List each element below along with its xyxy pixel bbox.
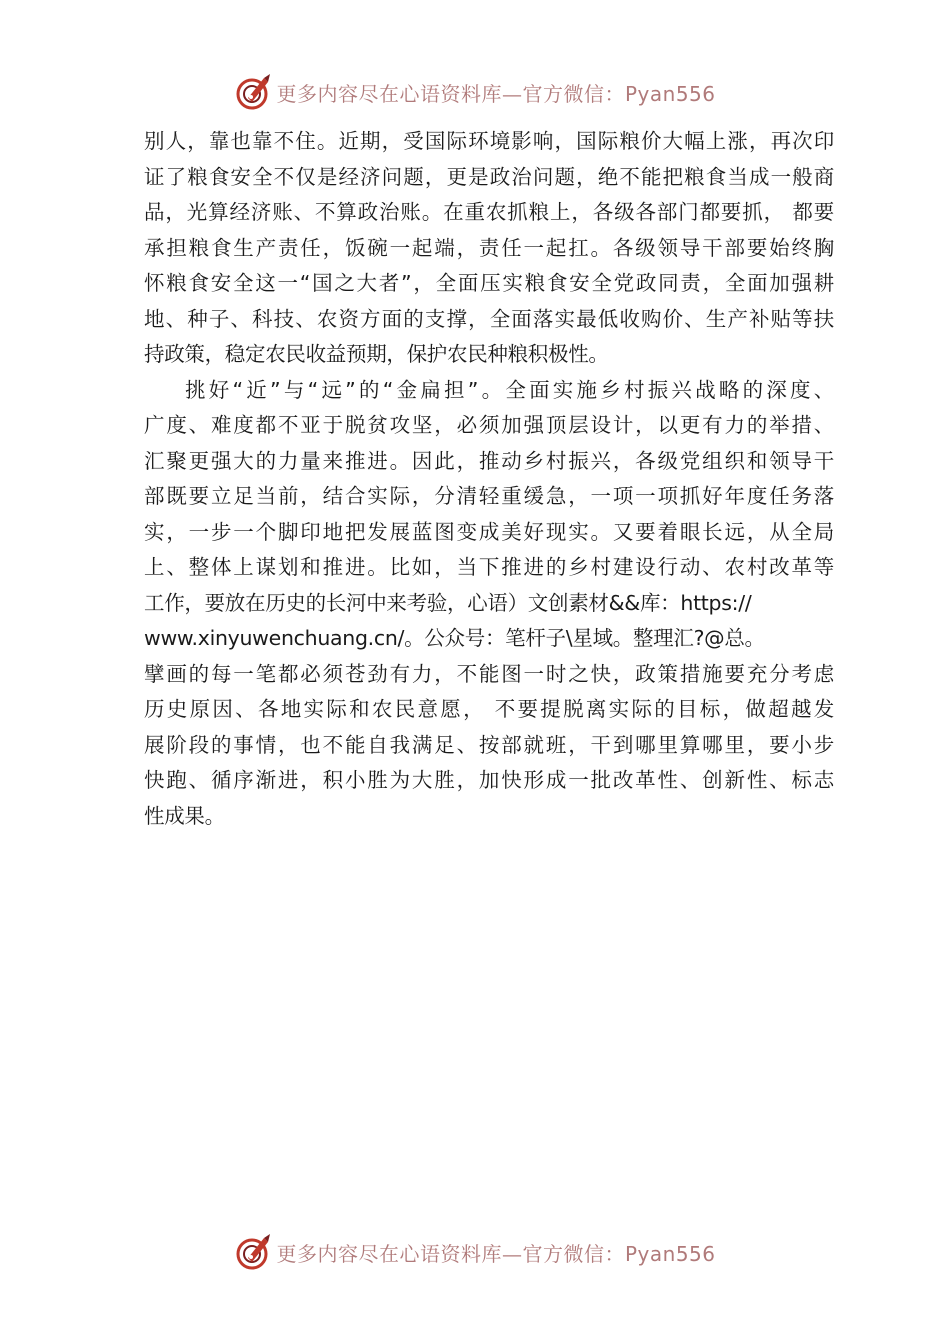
body-line-11: 部既要立足当前，结合实际，分清轻重缓急，一项一项抓好年度任务落: [144, 484, 834, 508]
article-body: [144, 124, 834, 834]
body-line-12: 实，一步一个脚印地把发展蓝图变成美好现实。又要着眼长远，从全局: [144, 519, 834, 544]
body-line-4: 承担粮食生产责任，饭碗一起端，责任一起扛。各级领导干部要始终胸: [144, 235, 834, 260]
body-line-13: 上、整体上谋划和推进。比如，当下推进的乡村建设行动、农村改革等: [144, 555, 834, 579]
body-line-2: 证了粮食安全不仅是经济问题，更是政治问题，绝不能把粮食当成一般商: [144, 164, 834, 189]
body-line-16: 擘画的每一笔都必须苍劲有力，不能图一时之快，政策措施要充分考虑: [144, 661, 834, 686]
pen-nib-logo-icon: [234, 72, 274, 112]
body-line-15: www.xinyuwenchuang.cn/。公众号：笔杆子\星域。整理汇?@总。: [144, 626, 765, 650]
footer-banner-inner: [234, 1232, 715, 1272]
body-line-9: 广度、难度都不亚于脱贫攻坚，必须加强顶层设计，以更有力的举措、: [144, 413, 834, 437]
body-line-20: 性成果。: [144, 803, 225, 828]
header-promo-text: 更多内容尽在心语资料库—官方微信：: [276, 81, 625, 106]
body-line-7: 持政策，稳定农民收益预期，保护农民种粮积极性。: [144, 342, 609, 366]
footer-wechat-id: Pyan556: [624, 1241, 716, 1266]
body-line-17: 历史原因、各地实际和农民意愿， 不要提脱离实际的目标，做超越发: [144, 697, 834, 721]
body-line-19: 快跑、循序渐进，积小胜为大胜，加快形成一批改革性、创新性、标志: [144, 768, 834, 792]
body-line-8: 挑好“近”与“远”的“金扁担”。全面实施乡村振兴战略的深度、: [185, 377, 834, 402]
header-banner: [0, 70, 950, 114]
body-line-6: 地、种子、科技、农资方面的支撑，全面落实最低收购价、生产补贴等扶: [144, 306, 834, 331]
header-promo: [276, 78, 715, 107]
body-line-18: 展阶段的事情，也不能自我满足、按部就班，干到哪里算哪里，要小步: [144, 732, 834, 757]
body-line-14: 工作，要放在历史的长河中来考验，心语）文创素材&&库：https://: [144, 590, 752, 615]
body-line-5: 怀粮食安全这一“国之大者”，全面压实粮食安全党政同责，全面加强耕: [144, 271, 834, 295]
footer-promo: [276, 1238, 715, 1267]
pen-nib-logo-icon: [234, 1232, 274, 1272]
header-banner-inner: [234, 72, 715, 112]
body-line-3: 品，光算经济账、不算政治账。在重农抓粮上，各级各部门都要抓， 都要: [144, 200, 834, 224]
footer-banner: [0, 1230, 950, 1274]
body-line-1: 别人，靠也靠不住。近期，受国际环境影响，国际粮价大幅上涨，再次印: [144, 129, 834, 153]
body-line-10: 汇聚更强大的力量来推进。因此，推动乡村振兴，各级党组织和领导干: [144, 448, 834, 473]
header-wechat-id: Pyan556: [624, 81, 716, 106]
footer-promo-text: 更多内容尽在心语资料库—官方微信：: [276, 1241, 625, 1266]
